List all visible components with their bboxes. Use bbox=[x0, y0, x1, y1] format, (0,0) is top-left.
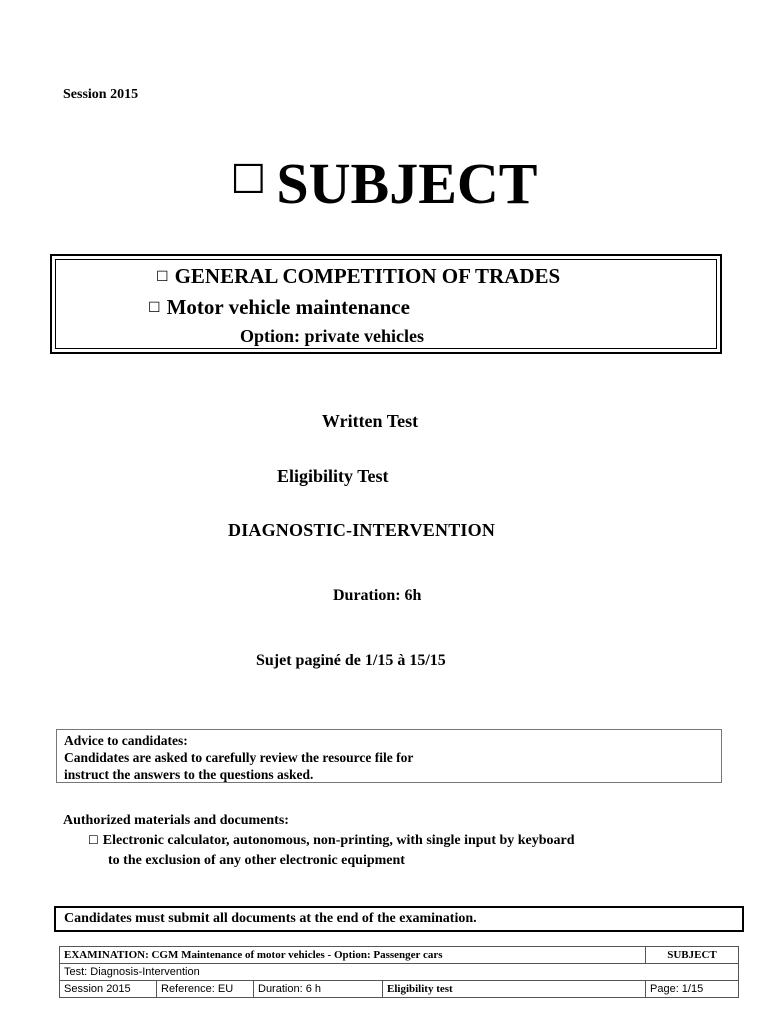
option-title: Option: private vehicles bbox=[240, 326, 424, 346]
checkbox-icon: ☐ bbox=[88, 833, 99, 847]
materials-item-continuation: to the exclusion of any other electronic equipment bbox=[108, 853, 405, 868]
eligibility-test-label: Eligibility Test bbox=[277, 466, 389, 486]
checkbox-icon: ☐ bbox=[230, 157, 267, 203]
footer-table bbox=[59, 946, 739, 998]
advice-line: Candidates are asked to carefully review the resource file for bbox=[64, 750, 414, 765]
footer-subject: SUBJECT bbox=[646, 947, 739, 964]
advice-box bbox=[56, 729, 722, 783]
specialty-title: ☐ Motor vehicle maintenance bbox=[148, 295, 410, 319]
footer-session: Session 2015 bbox=[60, 981, 157, 998]
page-title bbox=[0, 148, 768, 216]
competition-title: ☐ GENERAL COMPETITION OF TRADES bbox=[156, 264, 561, 288]
materials-item: ☐ Electronic calculator, autonomous, non-printing, with single input by keyboard bbox=[88, 833, 575, 848]
duration-label: Duration: 6h bbox=[333, 587, 422, 604]
footer-eligibility: Eligibility test bbox=[383, 981, 646, 998]
advice-line: instruct the answers to the questions asked. bbox=[64, 767, 314, 782]
checkbox-icon: ☐ bbox=[156, 269, 169, 285]
page-title-text: SUBJECT bbox=[276, 151, 538, 216]
table-row bbox=[60, 981, 739, 998]
footer-test: Test: Diagnosis-Intervention bbox=[60, 964, 739, 981]
table-row bbox=[60, 964, 739, 981]
pagination-label: Sujet paginé de 1/15 à 15/15 bbox=[256, 652, 446, 669]
footer-page: Page: 1/15 bbox=[646, 981, 739, 998]
materials-title: Authorized materials and documents: bbox=[63, 813, 289, 828]
footer-duration: Duration: 6 h bbox=[254, 981, 383, 998]
written-test-label: Written Test bbox=[321, 411, 419, 431]
checkbox-icon: ☐ bbox=[148, 300, 161, 316]
submission-notice: Candidates must submit all documents at the end of the examination. bbox=[54, 906, 744, 932]
table-row bbox=[60, 947, 739, 964]
test-subject-label: DIAGNOSTIC-INTERVENTION bbox=[228, 520, 496, 540]
footer-exam: EXAMINATION: CGM Maintenance of motor vehicles - Option: Passenger cars bbox=[60, 947, 646, 964]
footer-reference: Reference: EU bbox=[157, 981, 254, 998]
advice-title: Advice to candidates: bbox=[64, 733, 188, 748]
session-label: Session 2015 bbox=[63, 87, 139, 102]
